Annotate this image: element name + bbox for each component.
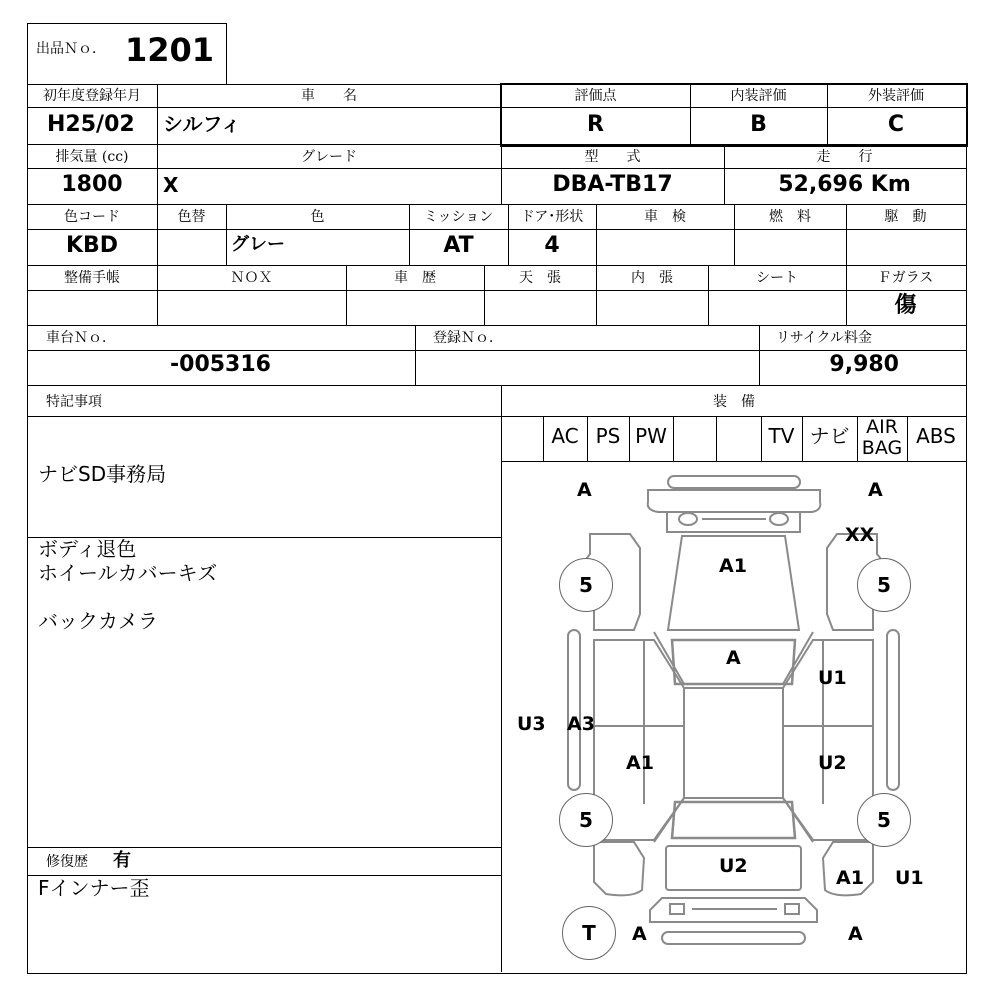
equip-navi: ナビ: [809, 424, 850, 448]
exterior-label: 外装評価: [868, 88, 924, 104]
damage-rear-right-quarter: U1: [895, 867, 924, 889]
damage-roof: A: [726, 647, 741, 669]
mission-label: ミッション: [423, 209, 494, 225]
notes-line-1: ナビSD事務局: [38, 462, 167, 486]
equip-ps: PS: [595, 424, 621, 448]
model-label: 型 式: [584, 149, 641, 165]
damage-rear-right-corner: A: [848, 923, 863, 945]
car-name-value: シルフィ: [163, 112, 241, 136]
color-label: 色: [310, 209, 325, 225]
front-glass-label: Ｆガラス: [877, 270, 934, 286]
tire-front-right: 5: [857, 558, 911, 612]
damage-left-sill: U3: [517, 713, 546, 735]
score-label: 評価点: [574, 88, 617, 104]
damage-front-left-corner: A: [577, 479, 592, 501]
inner-lining-label: 内 張: [631, 270, 673, 286]
repair-history-value: 有: [113, 850, 131, 871]
tire-rear-right: 5: [857, 793, 911, 847]
color-code-label: 色コード: [64, 209, 120, 225]
repair-history-label: 修復歴: [46, 854, 88, 870]
damage-left-front-door: A3: [567, 713, 595, 735]
fuel-label: 燃 料: [769, 209, 811, 225]
notes-label: 特記事項: [46, 394, 102, 410]
damage-rear-left-corner: A: [632, 923, 647, 945]
reg-number-label: 登録Ｎｏ．: [433, 330, 503, 346]
damage-front-right-corner: A: [868, 479, 883, 501]
inspection-label: 車 検: [644, 209, 686, 225]
door-value: 4: [544, 233, 560, 258]
manual-label: 整備手帳: [64, 270, 120, 286]
tire-rear-left: 5: [559, 793, 613, 847]
mission-value: AT: [443, 233, 474, 258]
chassis-value: -005316: [170, 352, 271, 377]
lot-number: 1201: [125, 31, 215, 69]
exterior-value: C: [887, 112, 905, 137]
reg-year-label: 初年度登録年月: [43, 88, 141, 104]
interior-value: B: [750, 112, 767, 137]
equip-tv: TV: [768, 424, 795, 448]
drive-label: 駆 動: [884, 209, 927, 225]
grade-label: グレード: [301, 149, 357, 165]
repair-note: Fインナー歪: [38, 876, 150, 900]
tire-front-left: 5: [559, 558, 613, 612]
equip-airbag: AIR BAG: [861, 416, 903, 459]
nox-label: ＮＯＸ: [230, 270, 273, 286]
score-value: R: [587, 112, 604, 137]
damage-rear-right-fender: A1: [836, 867, 864, 889]
damage-hood: A1: [719, 555, 747, 577]
interior-label: 内装評価: [730, 88, 787, 104]
car-name-label: 車 名: [301, 88, 357, 104]
recycle-value: 9,980: [829, 352, 899, 377]
damage-trunk: U2: [719, 855, 748, 877]
damage-left-rear-door: A1: [626, 752, 654, 774]
mileage-label: 走 行: [816, 149, 873, 165]
spare-tire: T: [562, 906, 616, 960]
displacement-label: 排気量 (cc): [55, 149, 129, 165]
lot-number-label: 出品Ｎｏ．: [36, 41, 106, 57]
front-glass-value: 傷: [894, 293, 917, 318]
mileage-value: 52,696 Km: [778, 172, 911, 197]
color-value: グレー: [231, 234, 285, 255]
grade-value: X: [163, 173, 179, 197]
damage-front-right-fender: XX: [845, 524, 875, 546]
recycle-label: リサイクル料金: [776, 330, 873, 346]
seat-label: シート: [756, 270, 798, 286]
roof-lining-label: 天 張: [519, 270, 561, 286]
repaint-label: 色替: [177, 209, 206, 225]
color-code-value: KBD: [65, 233, 119, 258]
equip-abs: ABS: [916, 424, 956, 448]
notes-block-2: ボディ退色 ホイールカバーキズ バックカメラ: [38, 537, 218, 633]
door-label: ドア･形状: [520, 209, 584, 225]
reg-year-value: H25/02: [47, 112, 135, 137]
equip-ac: AC: [551, 424, 579, 448]
equipment-label: 装 備: [713, 394, 755, 410]
history-label: 車 歴: [394, 270, 436, 286]
damage-right-rear-door: U2: [818, 752, 847, 774]
chassis-label: 車台Ｎｏ．: [46, 330, 116, 346]
model-value: DBA-TB17: [552, 172, 673, 197]
displacement-value: 1800: [61, 172, 123, 197]
damage-right-front-door: U1: [818, 667, 847, 689]
equip-pw: PW: [635, 424, 667, 448]
